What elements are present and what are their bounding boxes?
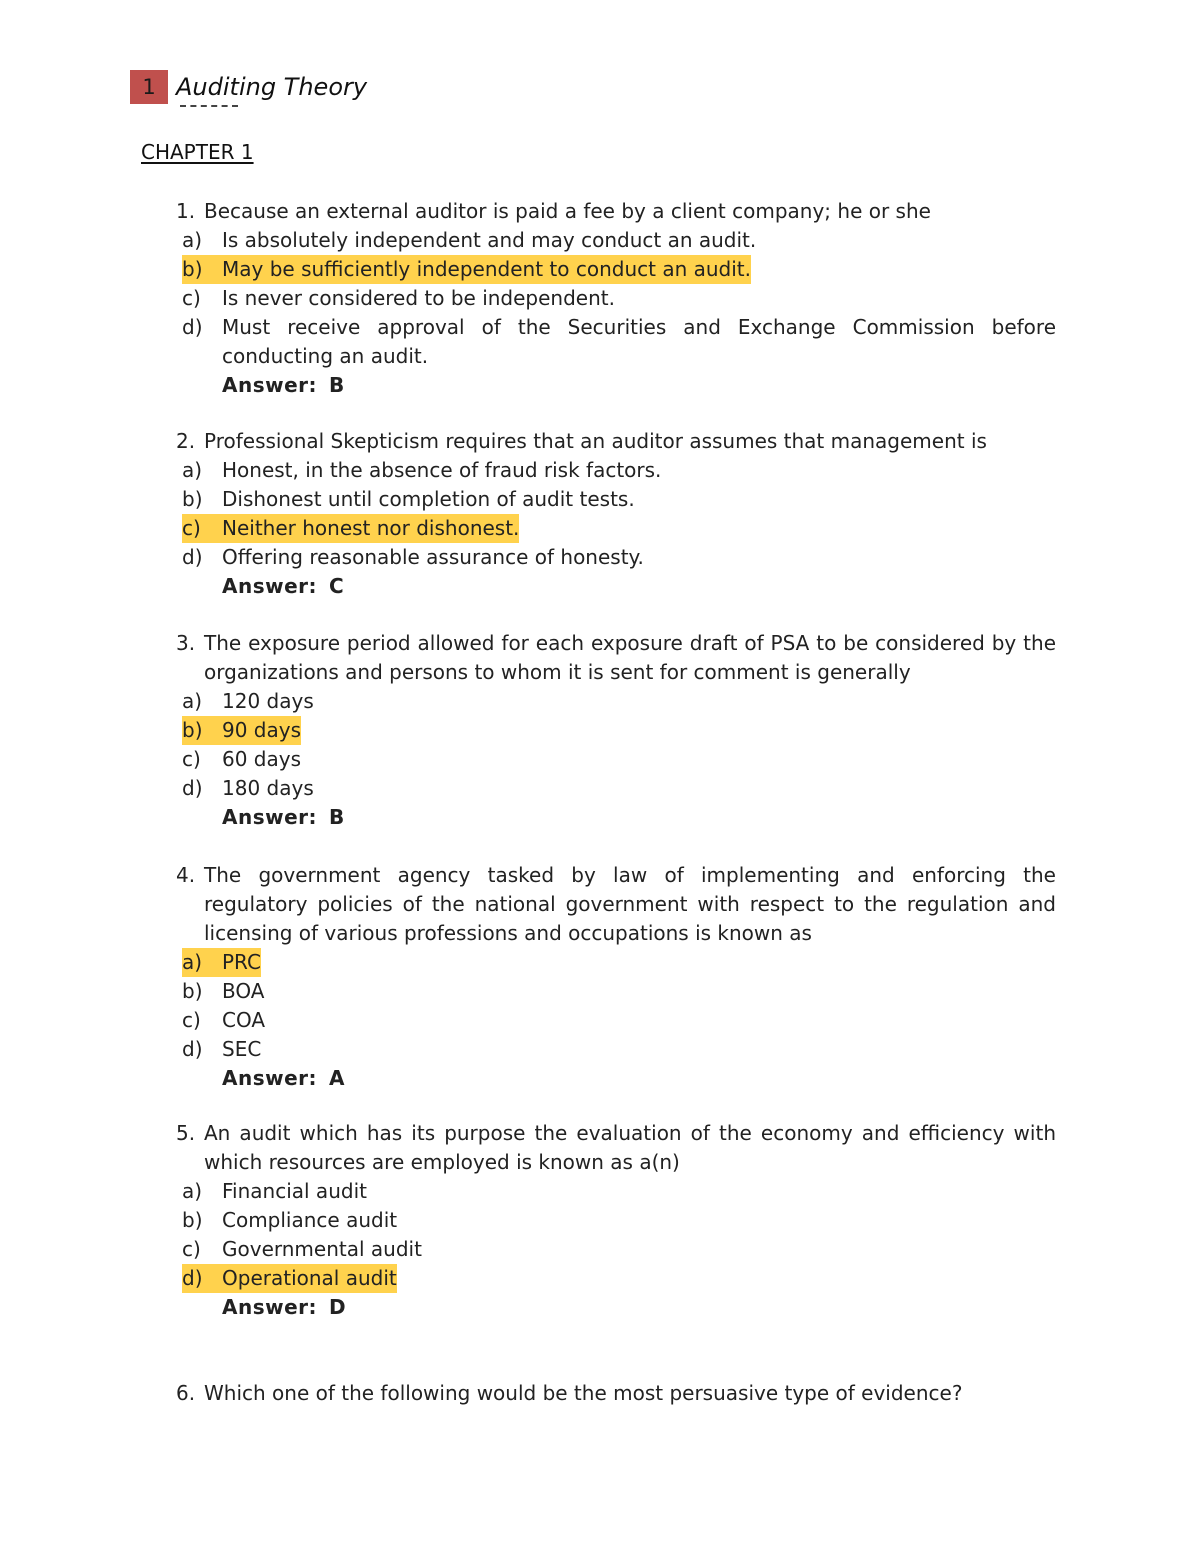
option-letter: b) (182, 979, 203, 1003)
option-letter: b) (182, 1208, 203, 1232)
option-4d (182, 1035, 261, 1064)
option-letter: c) (182, 286, 201, 310)
question-1 (176, 197, 1056, 400)
document-title-text: Auditing Theory (176, 73, 368, 101)
question-number: 2. (176, 429, 196, 453)
option-1c (182, 284, 615, 313)
option-text: Is absolutely independent and may conduct an audit. (222, 228, 757, 252)
answer-line (222, 371, 1056, 400)
option-letter: a) (182, 458, 203, 482)
question-text: An audit which has its purpose the evaluation of the economy and efficiency with which resources are employed is known as a(n) (204, 1121, 1056, 1174)
option-4c (182, 1006, 265, 1035)
question-number: 3. (176, 631, 196, 655)
question-5 (176, 1119, 1056, 1322)
option-text: Dishonest until completion of audit tests. (222, 487, 635, 511)
page-number: 1 (130, 70, 168, 104)
question-3 (176, 629, 1056, 832)
question-text: The exposure period allowed for each exposure draft of PSA to be considered by the organizations and persons to whom it is sent for comment is generally (204, 631, 1056, 684)
option-text: Is never considered to be independent. (222, 286, 615, 310)
option-letter: b) (182, 257, 203, 281)
option-text: Compliance audit (222, 1208, 398, 1232)
option-letter: c) (182, 747, 201, 771)
option-text: 90 days (222, 718, 302, 742)
option-text: Offering reasonable assurance of honesty. (222, 545, 644, 569)
answer-value: C (329, 574, 345, 598)
question-stem (176, 197, 1056, 226)
option-text: Financial audit (222, 1179, 367, 1203)
question-number: 4. (176, 863, 196, 887)
option-text: May be sufficiently independent to conduct an audit. (222, 257, 751, 281)
answer-label: Answer: (222, 373, 318, 397)
option-2a (182, 456, 661, 485)
question-number: 1. (176, 199, 196, 223)
question-6 (176, 1379, 1056, 1408)
answer-line (222, 572, 1056, 601)
option-letter: b) (182, 718, 203, 742)
question-4 (176, 861, 1056, 1093)
option-1a (182, 226, 756, 255)
answer-value: A (329, 1066, 346, 1090)
option-letter: d) (182, 1037, 203, 1061)
question-text: The government agency tasked by law of implementing and enforcing the regulatory policies of the national government with respect to the regulation and licensing of various professions and occupations is known as (204, 863, 1056, 945)
option-text: Neither honest nor dishonest. (222, 516, 520, 540)
option-letter: c) (182, 1237, 201, 1261)
option-text: Operational audit (222, 1266, 397, 1290)
answer-line (222, 1293, 1056, 1322)
option-2d (182, 543, 644, 572)
question-text: Because an external auditor is paid a fee by a client company; he or she (204, 199, 931, 223)
option-1b-highlighted (182, 255, 751, 284)
answer-value: D (329, 1295, 347, 1319)
option-text: Governmental audit (222, 1237, 422, 1261)
question-stem (176, 629, 1056, 687)
option-5b (182, 1206, 397, 1235)
option-text: COA (222, 1008, 266, 1032)
option-text: SEC (222, 1037, 262, 1061)
answer-label: Answer: (222, 1066, 318, 1090)
option-letter: a) (182, 228, 203, 252)
question-text: Professional Skepticism requires that an auditor assumes that management is (204, 429, 987, 453)
answer-label: Answer: (222, 1295, 318, 1319)
option-5a (182, 1177, 367, 1206)
option-letter: a) (182, 1179, 203, 1203)
option-3a (182, 687, 314, 716)
option-text: Honest, in the absence of fraud risk factors. (222, 458, 662, 482)
option-text: 120 days (222, 689, 314, 713)
option-text: Must receive approval of the Securities and Exchange Commission before conducting an audit. (222, 315, 1056, 368)
question-2 (176, 427, 1056, 601)
option-letter: d) (182, 315, 203, 339)
answer-line (222, 1064, 1056, 1093)
header-dashed-rule (180, 105, 238, 107)
option-letter: a) (182, 689, 203, 713)
option-2b (182, 485, 635, 514)
chapter-heading: CHAPTER 1 (141, 140, 254, 164)
question-stem (176, 1379, 1056, 1408)
option-3b-highlighted (182, 716, 301, 745)
answer-line (222, 803, 1056, 832)
option-text: 180 days (222, 776, 314, 800)
question-number: 5. (176, 1121, 196, 1145)
option-1d (182, 313, 1056, 371)
question-stem (176, 1119, 1056, 1177)
question-number: 6. (176, 1381, 196, 1405)
answer-value: B (329, 805, 345, 829)
option-3d (182, 774, 314, 803)
option-5c (182, 1235, 422, 1264)
option-3c (182, 745, 301, 774)
option-text: 60 days (222, 747, 302, 771)
question-stem (176, 861, 1056, 948)
question-text: Which one of the following would be the most persuasive type of evidence? (204, 1381, 963, 1405)
option-4b (182, 977, 264, 1006)
option-letter: d) (182, 776, 203, 800)
option-text: BOA (222, 979, 265, 1003)
answer-value: B (329, 373, 345, 397)
option-letter: a) (182, 950, 203, 974)
option-4a-highlighted (182, 948, 261, 977)
option-2c-highlighted (182, 514, 519, 543)
answer-label: Answer: (222, 574, 318, 598)
option-letter: d) (182, 1266, 203, 1290)
option-5d-highlighted (182, 1264, 397, 1293)
answer-label: Answer: (222, 805, 318, 829)
document-title (176, 73, 367, 101)
option-letter: b) (182, 487, 203, 511)
page-header (130, 70, 367, 104)
question-stem (176, 427, 1056, 456)
option-letter: c) (182, 516, 201, 540)
option-letter: c) (182, 1008, 201, 1032)
option-text: PRC (222, 950, 261, 974)
option-letter: d) (182, 545, 203, 569)
